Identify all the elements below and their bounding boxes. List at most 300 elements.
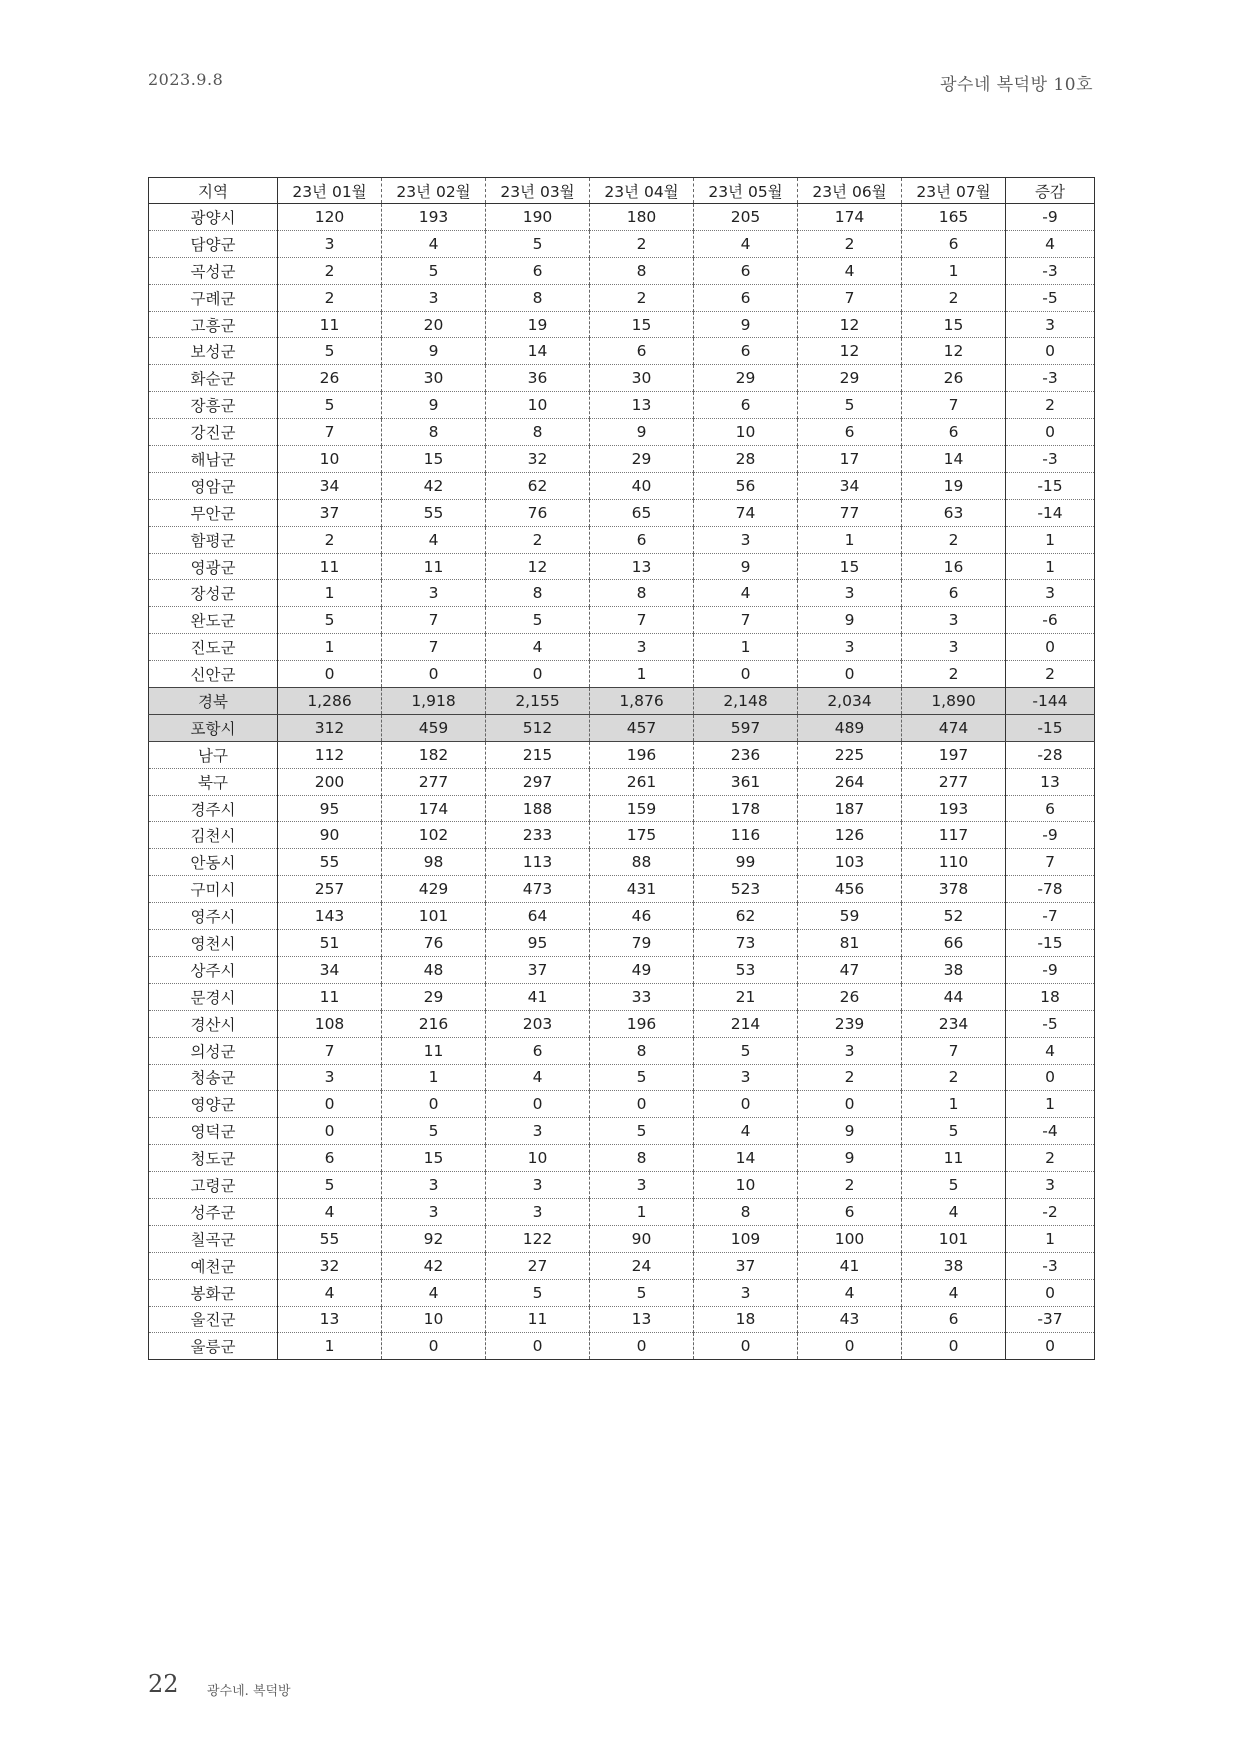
value-cell: 1 (902, 257, 1006, 284)
value-cell: 11 (278, 553, 382, 580)
value-cell: 1,876 (590, 688, 694, 715)
region-cell: 영덕군 (149, 1118, 278, 1145)
value-cell: 38 (902, 956, 1006, 983)
value-cell: 0 (278, 661, 382, 688)
value-cell: 8 (486, 580, 590, 607)
value-cell: 7 (1006, 849, 1095, 876)
region-cell: 완도군 (149, 607, 278, 634)
value-cell: 1 (694, 634, 798, 661)
table-row (149, 768, 1095, 795)
value-cell: 10 (486, 392, 590, 419)
value-cell: 64 (486, 903, 590, 930)
value-cell: -15 (1006, 472, 1095, 499)
value-cell: 59 (798, 903, 902, 930)
value-cell: 8 (590, 1145, 694, 1172)
header-date: 2023.9.8 (148, 70, 224, 89)
value-cell: 5 (278, 1172, 382, 1199)
value-cell: -78 (1006, 876, 1095, 903)
value-cell: 28 (694, 446, 798, 473)
value-cell: 6 (902, 1306, 1006, 1333)
table-row (149, 365, 1095, 392)
table-header (149, 178, 1095, 204)
value-cell: 6 (694, 257, 798, 284)
value-cell: 6 (590, 526, 694, 553)
value-cell: 0 (798, 1333, 902, 1360)
value-cell: 43 (798, 1306, 902, 1333)
value-cell: 3 (1006, 311, 1095, 338)
value-cell: 5 (590, 1064, 694, 1091)
value-cell: 0 (798, 1091, 902, 1118)
value-cell: 29 (694, 365, 798, 392)
table-row (149, 553, 1095, 580)
table-row (149, 499, 1095, 526)
value-cell: 5 (486, 607, 590, 634)
region-cell: 무안군 (149, 499, 278, 526)
value-cell: 47 (798, 956, 902, 983)
region-cell: 울릉군 (149, 1333, 278, 1360)
column-header: 23년 04월 (590, 178, 694, 204)
value-cell: 1 (590, 1198, 694, 1225)
value-cell: 1 (590, 661, 694, 688)
value-cell: 101 (902, 1225, 1006, 1252)
value-cell: 5 (902, 1172, 1006, 1199)
value-cell: 297 (486, 768, 590, 795)
value-cell: 2 (798, 230, 902, 257)
value-cell: 2 (1006, 392, 1095, 419)
data-table (148, 177, 1095, 1360)
value-cell: 12 (798, 311, 902, 338)
region-cell: 강진군 (149, 419, 278, 446)
region-cell: 장성군 (149, 580, 278, 607)
value-cell: 4 (694, 230, 798, 257)
value-cell: 5 (278, 338, 382, 365)
value-cell: 2 (902, 284, 1006, 311)
value-cell: 6 (590, 338, 694, 365)
value-cell: 90 (278, 822, 382, 849)
value-cell: 13 (278, 1306, 382, 1333)
value-cell: 2 (278, 284, 382, 311)
value-cell: 110 (902, 849, 1006, 876)
value-cell: 4 (382, 1279, 486, 1306)
value-cell: 214 (694, 1010, 798, 1037)
value-cell: 6 (694, 284, 798, 311)
table-row (149, 1145, 1095, 1172)
table-row (149, 1279, 1095, 1306)
value-cell: 13 (590, 392, 694, 419)
value-cell: 32 (486, 446, 590, 473)
value-cell: 36 (486, 365, 590, 392)
value-cell: 7 (278, 1037, 382, 1064)
value-cell: 0 (590, 1333, 694, 1360)
value-cell: 79 (590, 930, 694, 957)
value-cell: 19 (486, 311, 590, 338)
value-cell: 6 (694, 392, 798, 419)
value-cell: 4 (1006, 230, 1095, 257)
region-cell: 곡성군 (149, 257, 278, 284)
value-cell: 0 (382, 1091, 486, 1118)
value-cell: 143 (278, 903, 382, 930)
value-cell: 12 (902, 338, 1006, 365)
value-cell: 196 (590, 1010, 694, 1037)
table-row (149, 1252, 1095, 1279)
table-row (149, 876, 1095, 903)
value-cell: 6 (486, 257, 590, 284)
value-cell: 5 (694, 1037, 798, 1064)
value-cell: 200 (278, 768, 382, 795)
region-cell: 칠곡군 (149, 1225, 278, 1252)
value-cell: 65 (590, 499, 694, 526)
value-cell: 62 (694, 903, 798, 930)
footer-title: 광수네. 복덕방 (207, 1684, 291, 1699)
value-cell: 2 (278, 257, 382, 284)
value-cell: 42 (382, 472, 486, 499)
value-cell: 117 (902, 822, 1006, 849)
value-cell: 0 (486, 1091, 590, 1118)
value-cell: 2 (798, 1064, 902, 1091)
table-row (149, 1010, 1095, 1037)
value-cell: 174 (798, 204, 902, 231)
table-row (149, 311, 1095, 338)
value-cell: 216 (382, 1010, 486, 1037)
table-row (149, 661, 1095, 688)
table-row (149, 822, 1095, 849)
region-cell: 상주시 (149, 956, 278, 983)
value-cell: 14 (486, 338, 590, 365)
region-cell: 광양시 (149, 204, 278, 231)
value-cell: 512 (486, 714, 590, 741)
value-cell: 0 (1006, 634, 1095, 661)
value-cell: 459 (382, 714, 486, 741)
value-cell: 95 (486, 930, 590, 957)
value-cell: 8 (382, 419, 486, 446)
value-cell: 6 (278, 1145, 382, 1172)
value-cell: 0 (382, 661, 486, 688)
value-cell: 15 (382, 1145, 486, 1172)
value-cell: 37 (486, 956, 590, 983)
value-cell: 3 (382, 580, 486, 607)
value-cell: 4 (694, 580, 798, 607)
value-cell: 8 (486, 419, 590, 446)
value-cell: -7 (1006, 903, 1095, 930)
value-cell: 92 (382, 1225, 486, 1252)
region-cell: 영암군 (149, 472, 278, 499)
value-cell: 26 (798, 983, 902, 1010)
value-cell: 4 (486, 634, 590, 661)
value-cell: 4 (694, 1118, 798, 1145)
value-cell: 0 (486, 661, 590, 688)
region-cell: 화순군 (149, 365, 278, 392)
value-cell: 55 (382, 499, 486, 526)
region-cell: 영광군 (149, 553, 278, 580)
value-cell: -3 (1006, 257, 1095, 284)
value-cell: 187 (798, 795, 902, 822)
value-cell: 37 (278, 499, 382, 526)
value-cell: 10 (694, 419, 798, 446)
value-cell: 16 (902, 553, 1006, 580)
table-row (149, 446, 1095, 473)
value-cell: 0 (1006, 1064, 1095, 1091)
header-row (149, 178, 1095, 204)
value-cell: 7 (590, 607, 694, 634)
value-cell: 10 (382, 1306, 486, 1333)
value-cell: 1 (1006, 553, 1095, 580)
value-cell: 261 (590, 768, 694, 795)
value-cell: 165 (902, 204, 1006, 231)
value-cell: 2 (278, 526, 382, 553)
value-cell: 1 (278, 634, 382, 661)
region-cell: 영양군 (149, 1091, 278, 1118)
region-cell: 의성군 (149, 1037, 278, 1064)
value-cell: 5 (278, 607, 382, 634)
value-cell: 1 (1006, 1225, 1095, 1252)
value-cell: 55 (278, 1225, 382, 1252)
table-row (149, 1225, 1095, 1252)
value-cell: 3 (1006, 580, 1095, 607)
value-cell: 98 (382, 849, 486, 876)
value-cell: 55 (278, 849, 382, 876)
value-cell: 5 (382, 257, 486, 284)
value-cell: 88 (590, 849, 694, 876)
value-cell: 6 (798, 1198, 902, 1225)
table-row (149, 607, 1095, 634)
column-header: 23년 02월 (382, 178, 486, 204)
table-row (149, 1198, 1095, 1225)
value-cell: 234 (902, 1010, 1006, 1037)
value-cell: 9 (694, 311, 798, 338)
value-cell: 113 (486, 849, 590, 876)
value-cell: 13 (590, 1306, 694, 1333)
value-cell: 159 (590, 795, 694, 822)
value-cell: 1,890 (902, 688, 1006, 715)
value-cell: 9 (798, 607, 902, 634)
value-cell: 76 (382, 930, 486, 957)
value-cell: 24 (590, 1252, 694, 1279)
value-cell: 429 (382, 876, 486, 903)
region-cell: 신안군 (149, 661, 278, 688)
value-cell: 8 (590, 1037, 694, 1064)
value-cell: 51 (278, 930, 382, 957)
value-cell: -5 (1006, 284, 1095, 311)
value-cell: 116 (694, 822, 798, 849)
value-cell: 215 (486, 741, 590, 768)
value-cell: 13 (590, 553, 694, 580)
value-cell: 18 (694, 1306, 798, 1333)
header-publication: 광수네 복덕방 10호 (940, 75, 1093, 95)
value-cell: 12 (486, 553, 590, 580)
value-cell: 2 (590, 230, 694, 257)
value-cell: 10 (694, 1172, 798, 1199)
value-cell: 3 (902, 634, 1006, 661)
value-cell: -9 (1006, 822, 1095, 849)
value-cell: 29 (798, 365, 902, 392)
table-row (149, 930, 1095, 957)
value-cell: 225 (798, 741, 902, 768)
region-cell: 성주군 (149, 1198, 278, 1225)
value-cell: 15 (798, 553, 902, 580)
value-cell: 6 (798, 419, 902, 446)
value-cell: 4 (486, 1064, 590, 1091)
value-cell: 44 (902, 983, 1006, 1010)
value-cell: 56 (694, 472, 798, 499)
value-cell: 37 (694, 1252, 798, 1279)
region-cell: 포항시 (149, 714, 278, 741)
region-cell: 영천시 (149, 930, 278, 957)
value-cell: 2 (486, 526, 590, 553)
value-cell: 5 (590, 1118, 694, 1145)
value-cell: -2 (1006, 1198, 1095, 1225)
region-cell: 해남군 (149, 446, 278, 473)
value-cell: 182 (382, 741, 486, 768)
table-row (149, 903, 1095, 930)
value-cell: 3 (694, 1064, 798, 1091)
value-cell: 8 (694, 1198, 798, 1225)
value-cell: 49 (590, 956, 694, 983)
value-cell: 2 (590, 284, 694, 311)
value-cell: -6 (1006, 607, 1095, 634)
value-cell: 5 (798, 392, 902, 419)
column-header: 23년 06월 (798, 178, 902, 204)
value-cell: 4 (902, 1198, 1006, 1225)
value-cell: 100 (798, 1225, 902, 1252)
value-cell: 63 (902, 499, 1006, 526)
value-cell: 30 (382, 365, 486, 392)
value-cell: 4 (798, 257, 902, 284)
value-cell: 38 (902, 1252, 1006, 1279)
value-cell: 1 (382, 1064, 486, 1091)
page-number: 22 (148, 1670, 179, 1698)
value-cell: 99 (694, 849, 798, 876)
value-cell: 9 (590, 419, 694, 446)
value-cell: 5 (486, 230, 590, 257)
value-cell: 21 (694, 983, 798, 1010)
table-row (149, 204, 1095, 231)
region-cell: 청도군 (149, 1145, 278, 1172)
value-cell: 3 (278, 1064, 382, 1091)
value-cell: 9 (798, 1118, 902, 1145)
value-cell: 0 (486, 1333, 590, 1360)
value-cell: 7 (798, 284, 902, 311)
value-cell: 81 (798, 930, 902, 957)
value-cell: 40 (590, 472, 694, 499)
value-cell: 3 (694, 526, 798, 553)
table-row (149, 1064, 1095, 1091)
value-cell: 73 (694, 930, 798, 957)
value-cell: 0 (694, 661, 798, 688)
value-cell: 18 (1006, 983, 1095, 1010)
value-cell: 5 (590, 1279, 694, 1306)
value-cell: 53 (694, 956, 798, 983)
value-cell: 239 (798, 1010, 902, 1037)
value-cell: 474 (902, 714, 1006, 741)
value-cell: 48 (382, 956, 486, 983)
value-cell: 2,148 (694, 688, 798, 715)
value-cell: -3 (1006, 1252, 1095, 1279)
value-cell: 14 (694, 1145, 798, 1172)
value-cell: 3 (798, 580, 902, 607)
value-cell: 76 (486, 499, 590, 526)
value-cell: 4 (278, 1198, 382, 1225)
table-row (149, 634, 1095, 661)
column-header: 23년 01월 (278, 178, 382, 204)
value-cell: 2 (902, 1064, 1006, 1091)
value-cell: -5 (1006, 1010, 1095, 1037)
value-cell: -3 (1006, 365, 1095, 392)
value-cell: 11 (382, 1037, 486, 1064)
value-cell: 74 (694, 499, 798, 526)
value-cell: 2 (902, 526, 1006, 553)
value-cell: 312 (278, 714, 382, 741)
value-cell: -15 (1006, 930, 1095, 957)
value-cell: 3 (798, 634, 902, 661)
value-cell: 15 (902, 311, 1006, 338)
value-cell: 11 (486, 1306, 590, 1333)
value-cell: 41 (798, 1252, 902, 1279)
value-cell: 9 (694, 553, 798, 580)
region-cell: 경산시 (149, 1010, 278, 1037)
value-cell: 4 (382, 526, 486, 553)
region-cell: 장흥군 (149, 392, 278, 419)
value-cell: 122 (486, 1225, 590, 1252)
value-cell: 2 (798, 1172, 902, 1199)
value-cell: 361 (694, 768, 798, 795)
region-cell: 청송군 (149, 1064, 278, 1091)
table-row (149, 230, 1095, 257)
table-row (149, 956, 1095, 983)
value-cell: 457 (590, 714, 694, 741)
value-cell: 2 (902, 661, 1006, 688)
value-cell: 2,155 (486, 688, 590, 715)
table-row (149, 1172, 1095, 1199)
value-cell: 0 (798, 661, 902, 688)
value-cell: 41 (486, 983, 590, 1010)
value-cell: 120 (278, 204, 382, 231)
value-cell: 3 (590, 634, 694, 661)
value-cell: 8 (590, 257, 694, 284)
value-cell: 109 (694, 1225, 798, 1252)
value-cell: 1,918 (382, 688, 486, 715)
value-cell: 4 (798, 1279, 902, 1306)
value-cell: 431 (590, 876, 694, 903)
value-cell: 13 (1006, 768, 1095, 795)
value-cell: 46 (590, 903, 694, 930)
value-cell: 277 (382, 768, 486, 795)
region-cell: 영주시 (149, 903, 278, 930)
region-cell: 예천군 (149, 1252, 278, 1279)
value-cell: -37 (1006, 1306, 1095, 1333)
region-cell: 안동시 (149, 849, 278, 876)
value-cell: 19 (902, 472, 1006, 499)
region-cell: 북구 (149, 768, 278, 795)
value-cell: 1 (902, 1091, 1006, 1118)
value-cell: 11 (902, 1145, 1006, 1172)
value-cell: 7 (382, 607, 486, 634)
value-cell: 6 (902, 230, 1006, 257)
value-cell: 257 (278, 876, 382, 903)
value-cell: -9 (1006, 204, 1095, 231)
value-cell: 3 (694, 1279, 798, 1306)
value-cell: 11 (382, 553, 486, 580)
value-cell: 62 (486, 472, 590, 499)
value-cell: 8 (486, 284, 590, 311)
value-cell: 0 (1006, 1333, 1095, 1360)
value-cell: 6 (1006, 795, 1095, 822)
value-cell: 77 (798, 499, 902, 526)
column-header: 증감 (1006, 178, 1095, 204)
value-cell: 20 (382, 311, 486, 338)
value-cell: 17 (798, 446, 902, 473)
value-cell: -14 (1006, 499, 1095, 526)
table-row (149, 849, 1095, 876)
